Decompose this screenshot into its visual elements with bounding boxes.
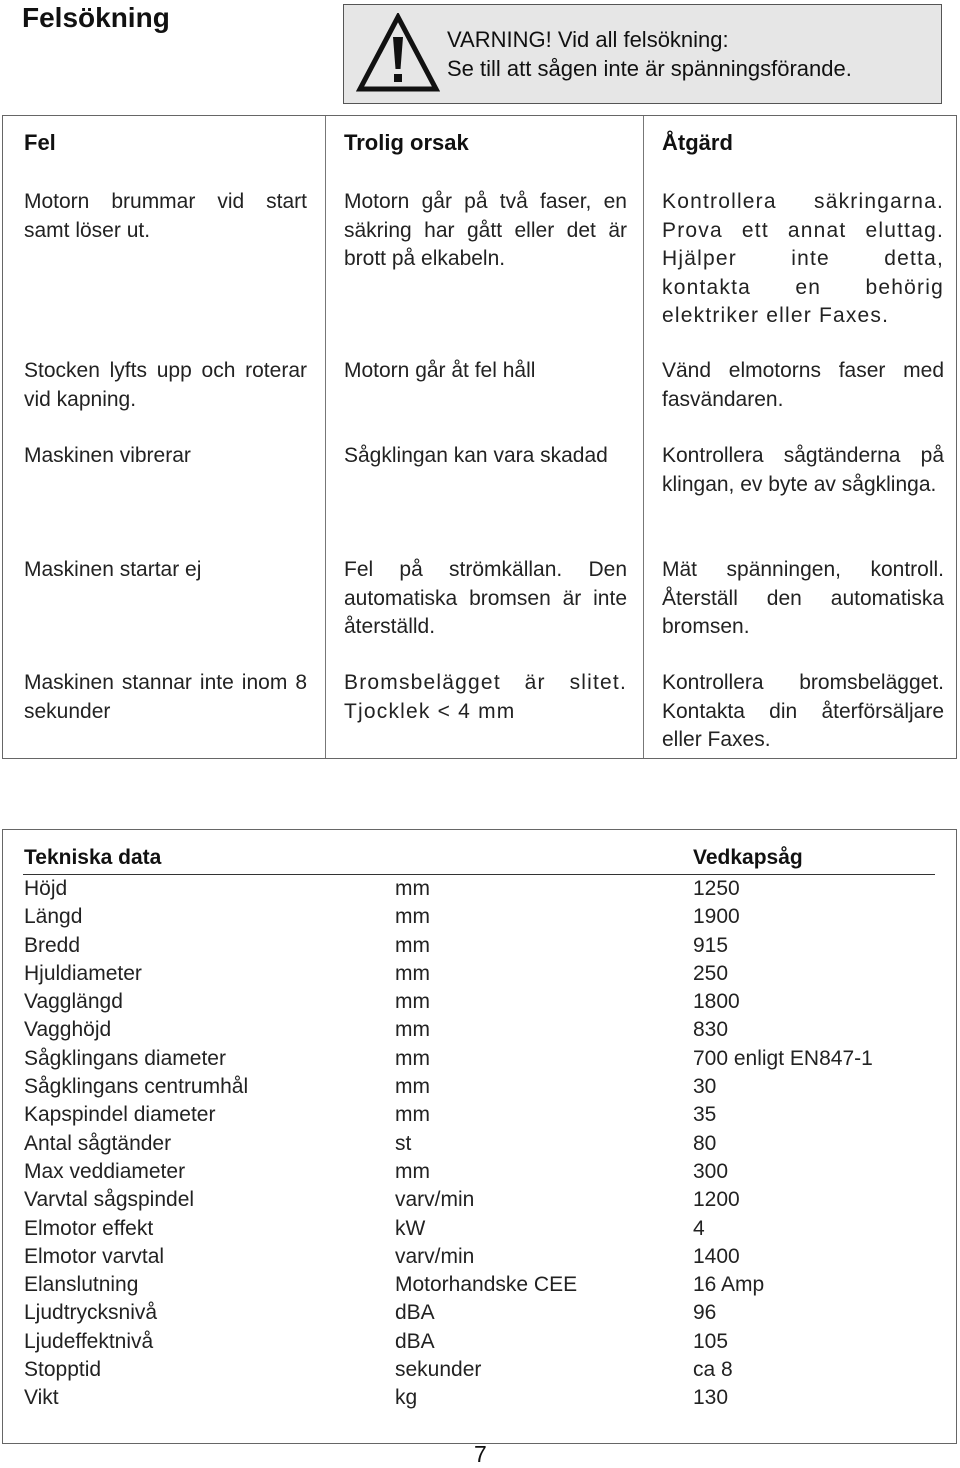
warning-text bbox=[447, 25, 852, 83]
action-cell: Mät spänningen, kontroll. Återställ den automatiska bromsen. bbox=[662, 558, 944, 638]
technical-data-table bbox=[2, 829, 957, 1444]
spec-name: Antal sågtänder bbox=[24, 1131, 172, 1155]
warning-line-1: VARNING! Vid all felsökning: bbox=[447, 27, 729, 52]
spec-name: Sågklingans diameter bbox=[24, 1046, 226, 1070]
action-cell: Kontrollera bromsbelägget. Kontakta din återförsäljare eller Faxes. bbox=[662, 671, 944, 751]
warning-line-2: Se till att sågen inte är spänningsförande. bbox=[447, 56, 852, 81]
spec-value: 1800 bbox=[693, 990, 740, 1014]
spec-unit: kW bbox=[395, 1216, 426, 1240]
spec-value: ca 8 bbox=[693, 1358, 733, 1382]
spec-value: 35 bbox=[693, 1103, 717, 1127]
table-row bbox=[3, 932, 956, 960]
spec-unit: varv/min bbox=[395, 1244, 475, 1268]
spec-unit: mm bbox=[395, 961, 430, 985]
spec-value: 105 bbox=[693, 1329, 729, 1353]
warning-triangle-icon bbox=[356, 13, 440, 93]
spec-name: Längd bbox=[24, 905, 83, 929]
cause-cell: Sågklingan kan vara skadad bbox=[344, 444, 608, 467]
spec-name: Bredd bbox=[24, 933, 81, 957]
spec-unit: mm bbox=[395, 1046, 430, 1070]
spec-value: 1400 bbox=[693, 1244, 740, 1268]
table-row bbox=[3, 1186, 956, 1214]
spec-unit: mm bbox=[395, 1075, 430, 1099]
table-row bbox=[3, 1158, 956, 1186]
spec-name: Kapspindel diameter bbox=[24, 1103, 216, 1127]
spec-value: 250 bbox=[693, 961, 729, 985]
action-cell: Vänd elmotorns faser med fasvändaren. bbox=[662, 359, 944, 411]
page-number: 7 bbox=[474, 1441, 487, 1467]
cause-cell: Fel på strömkällan. Den automatiska bromsen är inte återställd. bbox=[344, 558, 627, 638]
fault-cell: Motorn brummar vid start samt löser ut. bbox=[24, 190, 307, 242]
spec-value: 1900 bbox=[693, 905, 740, 929]
header-cause: Trolig orsak bbox=[344, 130, 469, 155]
table-row bbox=[3, 960, 956, 988]
column-divider bbox=[325, 116, 326, 758]
spec-name: Stopptid bbox=[24, 1358, 102, 1382]
spec-name: Varvtal sågspindel bbox=[24, 1188, 195, 1212]
table-row bbox=[3, 1328, 956, 1356]
table-row bbox=[3, 1271, 956, 1299]
spec-name: Vagglängd bbox=[24, 990, 123, 1014]
spec-unit: Motorhandske CEE bbox=[395, 1273, 578, 1297]
table-row bbox=[3, 1356, 956, 1384]
spec-value: 80 bbox=[693, 1131, 717, 1155]
fault-cell: Maskinen vibrerar bbox=[24, 444, 191, 467]
warning-box bbox=[343, 4, 942, 104]
spec-name: Vagghöjd bbox=[24, 1018, 112, 1042]
action-cell: Kontrollera säkringarna. Prova ett annat eluttag. Hjälper inte detta, kontakta en behörig elektriker eller Faxes. bbox=[662, 190, 944, 327]
table-row bbox=[3, 1045, 956, 1073]
tech-header: Tekniska data bbox=[24, 846, 162, 869]
spec-unit: kg bbox=[395, 1386, 418, 1410]
spec-unit: dBA bbox=[395, 1329, 435, 1353]
spec-unit: mm bbox=[395, 877, 430, 900]
spec-unit: mm bbox=[395, 1159, 430, 1183]
spec-value: 96 bbox=[693, 1301, 717, 1325]
spec-value: 915 bbox=[693, 933, 729, 957]
tech-rows bbox=[3, 875, 956, 1413]
tech-model-header: Vedkapsåg bbox=[693, 846, 803, 869]
spec-unit: mm bbox=[395, 1103, 430, 1127]
spec-name: Sågklingans centrumhål bbox=[24, 1075, 249, 1099]
spec-unit: st bbox=[395, 1131, 412, 1155]
table-row bbox=[3, 1299, 956, 1327]
spec-name: Vikt bbox=[24, 1386, 59, 1410]
cause-cell: Motorn går på två faser, en säkring har gått eller det är brott på elkabeln. bbox=[344, 190, 627, 270]
table-row bbox=[3, 875, 956, 903]
spec-name: Ljudtrycksnivå bbox=[24, 1301, 158, 1325]
spec-name: Ljudeffektnivå bbox=[24, 1329, 154, 1353]
spec-unit: sekunder bbox=[395, 1358, 482, 1382]
fault-cell: Stocken lyfts upp och roterar vid kapning. bbox=[24, 359, 307, 411]
spec-value: 700 enligt EN847-1 bbox=[693, 1046, 873, 1070]
spec-name: Höjd bbox=[24, 877, 68, 900]
cause-cell: Bromsbelägget är slitet. Tjocklek < 4 mm bbox=[344, 671, 627, 723]
table-row bbox=[3, 1384, 956, 1412]
spec-value: 30 bbox=[693, 1075, 717, 1099]
action-cell: Kontrollera sågtänderna på klingan, ev byte av sågklinga. bbox=[662, 444, 944, 496]
table-row bbox=[3, 1101, 956, 1129]
table-row bbox=[3, 1073, 956, 1101]
spec-value: 830 bbox=[693, 1018, 729, 1042]
column-divider bbox=[643, 116, 644, 758]
spec-value: 300 bbox=[693, 1159, 729, 1183]
cause-cell: Motorn går åt fel håll bbox=[344, 359, 536, 382]
spec-value: 4 bbox=[693, 1216, 705, 1240]
spec-unit: mm bbox=[395, 933, 430, 957]
table-row bbox=[3, 988, 956, 1016]
spec-value: 1250 bbox=[693, 877, 740, 900]
spec-name: Elmotor varvtal bbox=[24, 1244, 165, 1268]
table-row bbox=[3, 1130, 956, 1158]
table-row bbox=[3, 1215, 956, 1243]
spec-unit: mm bbox=[395, 1018, 430, 1042]
spec-name: Elmotor effekt bbox=[24, 1216, 154, 1240]
spec-name: Max veddiameter bbox=[24, 1159, 186, 1183]
fault-cell: Maskinen startar ej bbox=[24, 558, 202, 581]
spec-value: 130 bbox=[693, 1386, 729, 1410]
spec-unit: mm bbox=[395, 990, 430, 1014]
spec-value: 16 Amp bbox=[693, 1273, 765, 1297]
header-action: Åtgärd bbox=[662, 130, 733, 155]
table-row bbox=[3, 1243, 956, 1271]
fault-cell: Maskinen stannar inte inom 8 sekunder bbox=[24, 671, 307, 723]
header-fault: Fel bbox=[24, 130, 56, 155]
spec-value: 1200 bbox=[693, 1188, 740, 1212]
spec-name: Elanslutning bbox=[24, 1273, 139, 1297]
troubleshooting-table bbox=[2, 115, 957, 759]
table-row bbox=[3, 1016, 956, 1044]
spec-unit: dBA bbox=[395, 1301, 435, 1325]
page-title: Felsökning bbox=[22, 2, 170, 33]
spec-name: Hjuldiameter bbox=[24, 961, 142, 985]
spec-unit: varv/min bbox=[395, 1188, 475, 1212]
table-row bbox=[3, 903, 956, 931]
spec-unit: mm bbox=[395, 905, 430, 929]
